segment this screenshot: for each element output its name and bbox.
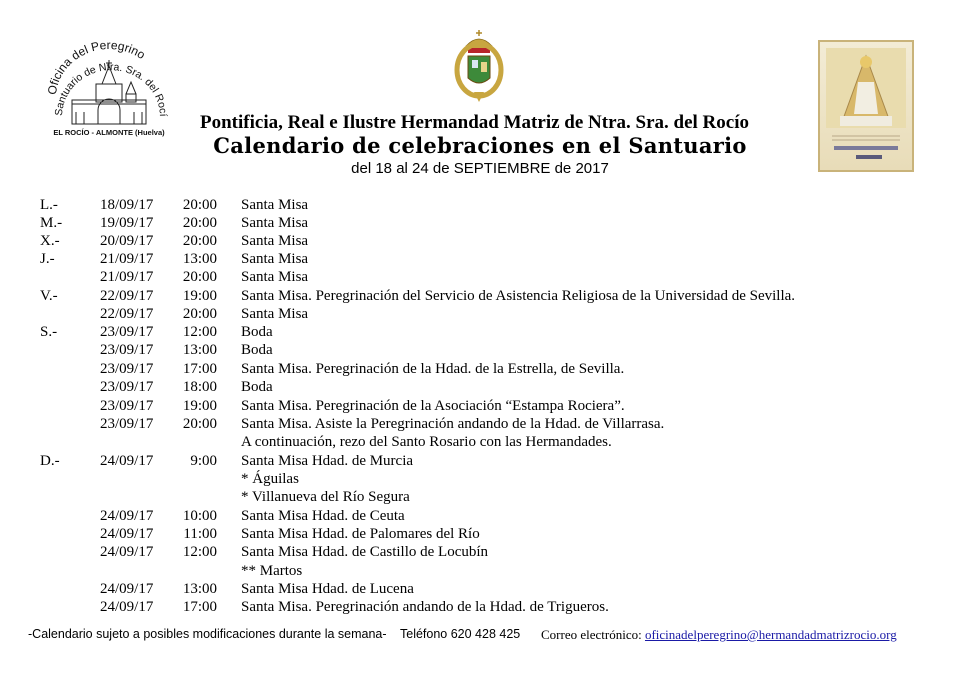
day-label: M.-: [40, 215, 63, 231]
schedule-row: [0, 507, 960, 525]
event-time: 17:00: [182, 361, 217, 377]
footer-email: [541, 627, 897, 643]
schedule-row: [0, 580, 960, 598]
schedule-row: [0, 397, 960, 415]
event-description: Santa Misa Hdad. de Murcia: [241, 453, 414, 469]
schedule-row: [0, 598, 960, 616]
event-description: Santa Misa. Peregrinación andando de la Hdad. de Trigueros.: [241, 599, 609, 615]
event-time: 12:00: [182, 544, 217, 560]
event-date: 24/09/17: [100, 599, 154, 615]
schedule-row: [0, 415, 960, 433]
brotherhood-crest: [452, 28, 506, 104]
event-time: 13:00: [182, 581, 217, 597]
day-label: S.-: [40, 324, 58, 340]
schedule-row: [0, 543, 960, 561]
brotherhood-name: Pontificia, Real e Ilustre Hermandad Matriz de Ntra. Sra. del Rocío: [200, 112, 749, 133]
event-description: ** Martos: [241, 563, 303, 579]
schedule-row: [0, 196, 960, 214]
schedule-row: [0, 488, 960, 506]
schedule-row: [0, 305, 960, 323]
event-time: 12:00: [182, 324, 217, 340]
schedule-row: [0, 323, 960, 341]
event-description: * Águilas: [241, 471, 299, 487]
event-time: 10:00: [182, 508, 217, 524]
event-date: 23/09/17: [100, 324, 154, 340]
event-time: 13:00: [182, 342, 217, 358]
event-description: Santa Misa Hdad. de Castillo de Locubín: [241, 544, 489, 560]
day-label: L.-: [40, 197, 58, 213]
event-time: 20:00: [182, 215, 217, 231]
schedule-row: [0, 525, 960, 543]
event-time: 20:00: [182, 197, 217, 213]
event-time: 19:00: [182, 398, 217, 414]
email-link[interactable]: oficinadelperegrino@hermandadmatrizrocio.org: [644, 627, 897, 642]
event-date: 24/09/17: [100, 453, 154, 469]
pilgrim-office-logo: [38, 38, 180, 138]
day-label: D.-: [40, 453, 60, 469]
event-date: 23/09/17: [100, 342, 154, 358]
footer-note: -Calendario sujeto a posibles modificaciones durante la semana-: [28, 627, 387, 641]
day-label: V.-: [40, 288, 58, 304]
event-description: Santa Misa Hdad. de Lucena: [241, 581, 414, 597]
event-date: 23/09/17: [100, 361, 154, 377]
event-time: 17:00: [182, 599, 217, 615]
event-date: 21/09/17: [100, 269, 154, 285]
event-description: Santa Misa: [241, 233, 309, 249]
event-date: 23/09/17: [100, 398, 154, 414]
event-date: 21/09/17: [100, 251, 154, 267]
event-time: 20:00: [182, 233, 217, 249]
event-time: 13:00: [182, 251, 217, 267]
event-date: 24/09/17: [100, 508, 154, 524]
event-time: 19:00: [182, 288, 217, 304]
day-label: X.-: [40, 233, 60, 249]
schedule-row: [0, 287, 960, 305]
schedule-row: [0, 232, 960, 250]
event-time: 20:00: [182, 269, 217, 285]
schedule-row: [0, 341, 960, 359]
logo-text-top: Oficina del Peregrino: [44, 38, 148, 96]
schedule-row: [0, 452, 960, 470]
schedule-row: [0, 562, 960, 580]
event-time: 9:00: [190, 453, 217, 469]
event-description: Santa Misa: [241, 215, 309, 231]
email-label: Correo electrónico:: [541, 627, 645, 642]
event-description: Boda: [241, 379, 273, 395]
event-time: 18:00: [182, 379, 217, 395]
event-description: Boda: [241, 342, 273, 358]
event-description: Santa Misa. Asiste la Peregrinación andando de la Hdad. de Villarrasa.: [241, 416, 665, 432]
event-description: Santa Misa: [241, 197, 309, 213]
event-description: Santa Misa: [241, 251, 309, 267]
event-date: 24/09/17: [100, 581, 154, 597]
schedule-row: [0, 378, 960, 396]
event-date: 22/09/17: [100, 288, 154, 304]
event-description: Santa Misa Hdad. de Palomares del Río: [241, 526, 480, 542]
event-description: Santa Misa. Peregrinación de la Hdad. de la Estrella, de Sevilla.: [241, 361, 625, 377]
event-date: 23/09/17: [100, 416, 154, 432]
schedule-row: [0, 360, 960, 378]
event-description: Santa Misa: [241, 306, 309, 322]
event-time: 11:00: [183, 526, 217, 542]
event-date: 22/09/17: [100, 306, 154, 322]
schedule-row: [0, 470, 960, 488]
event-date: 20/09/17: [100, 233, 154, 249]
schedule-row: [0, 214, 960, 232]
event-description: Santa Misa. Peregrinación del Servicio de Asistencia Religiosa de la Universidad de Sevilla.: [241, 288, 796, 304]
event-date: 23/09/17: [100, 379, 154, 395]
event-date: 24/09/17: [100, 544, 154, 560]
logo-text-arc: Santuario de Ntra. Sra. del Rocí: [52, 61, 170, 117]
day-label: J.-: [40, 251, 55, 267]
event-date: 19/09/17: [100, 215, 154, 231]
date-range-subtitle: del 18 al 24 de SEPTIEMBRE de 2017: [351, 160, 609, 177]
logo-text-bottom: EL ROCÍO - ALMONTE (Huelva): [53, 128, 165, 137]
event-description: Santa Misa: [241, 269, 309, 285]
event-date: 24/09/17: [100, 526, 154, 542]
event-time: 20:00: [182, 416, 217, 432]
event-description: * Villanueva del Río Segura: [241, 489, 410, 505]
footer-phone: Teléfono 620 428 425: [400, 627, 521, 641]
event-description: Santa Misa. Peregrinación de la Asociación “Estampa Rociera”.: [241, 398, 625, 414]
schedule-row: [0, 268, 960, 286]
event-description: Santa Misa Hdad. de Ceuta: [241, 508, 405, 524]
schedule-row: [0, 433, 960, 451]
event-date: 18/09/17: [100, 197, 154, 213]
event-time: 20:00: [182, 306, 217, 322]
event-description: Boda: [241, 324, 273, 340]
page-title: Calendario de celebraciones en el Santuario: [213, 133, 747, 158]
event-description: A continuación, rezo del Santo Rosario con las Hermandades.: [241, 434, 612, 450]
schedule-row: [0, 250, 960, 268]
